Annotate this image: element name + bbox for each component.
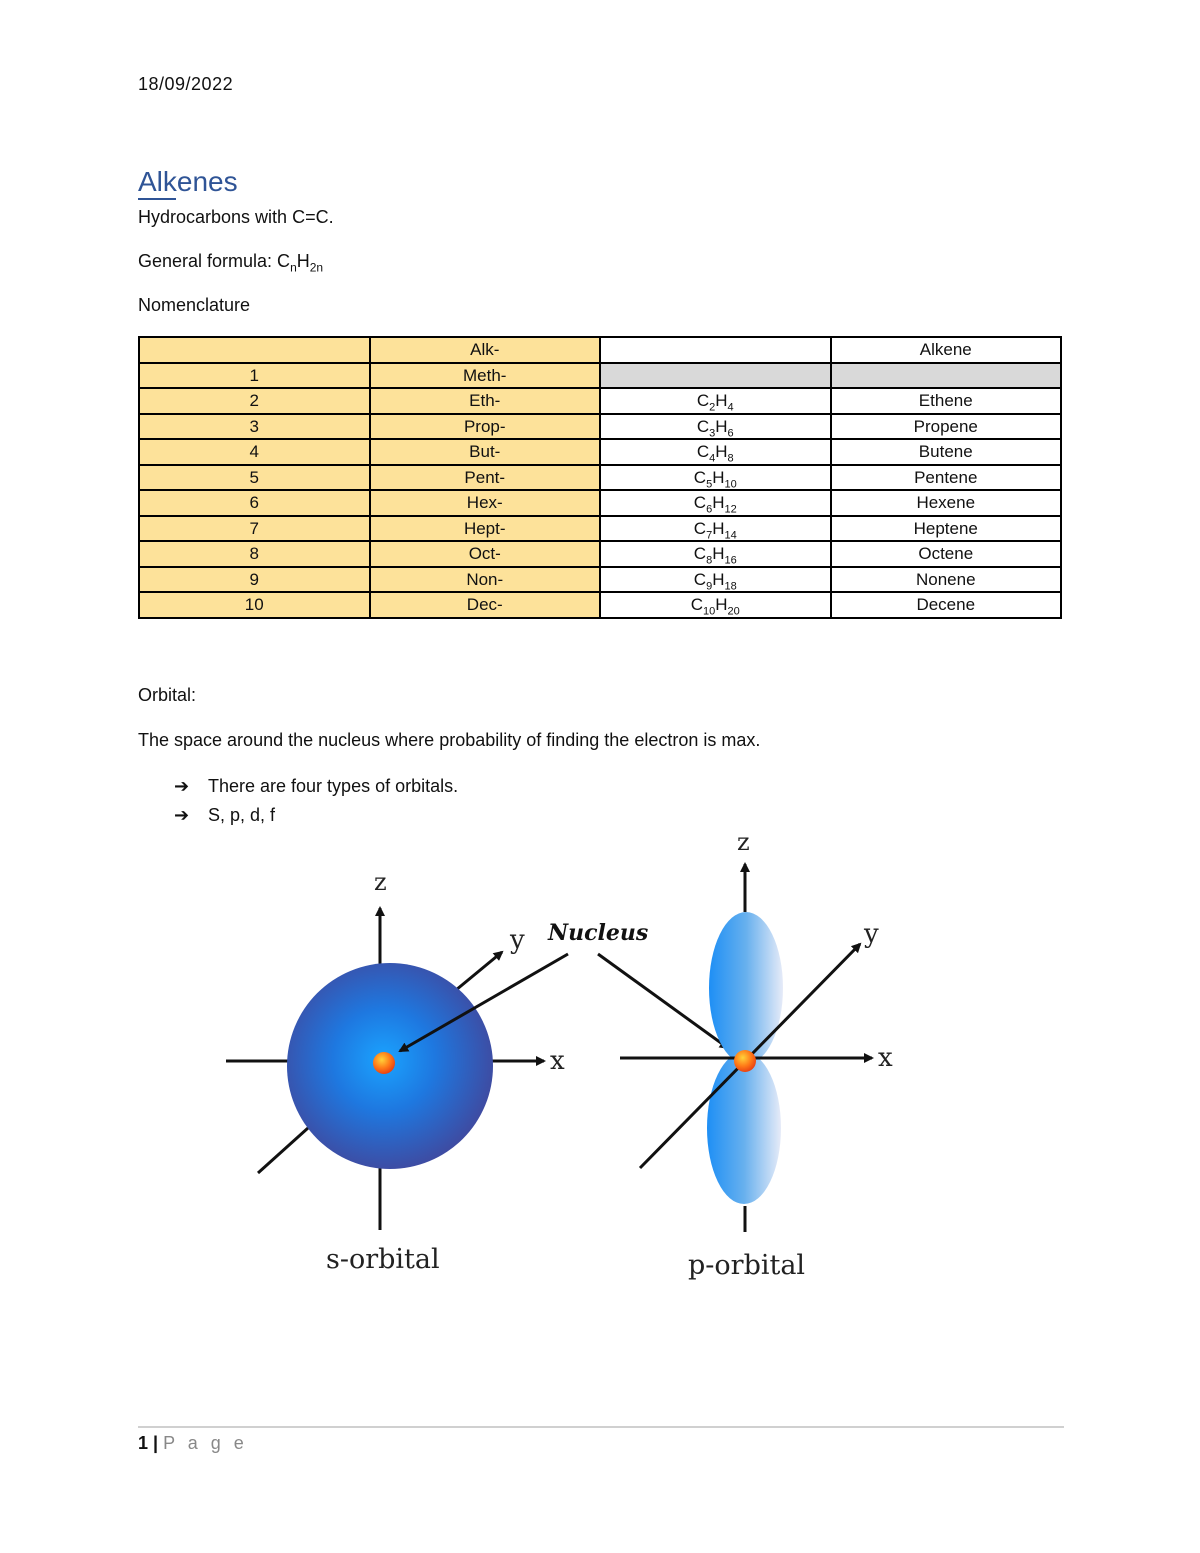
- cell-alkene-name: Pentene: [831, 465, 1062, 491]
- p-nucleus: [734, 1050, 756, 1072]
- formula-part: 7: [706, 529, 713, 541]
- table-row: [139, 363, 1061, 389]
- cell-alkene-name: Heptene: [831, 516, 1062, 542]
- formula-part: 6: [727, 427, 734, 439]
- formula-part: 2: [709, 401, 716, 414]
- cell-prefix: Hex-: [370, 490, 601, 516]
- formula-part: H: [712, 518, 725, 538]
- cell-formula: [600, 490, 831, 516]
- formula-part: 5: [706, 478, 713, 490]
- cell-carbon-count: 5: [139, 465, 370, 491]
- formula-part: 10: [703, 605, 716, 618]
- right-arrow-icon: ➔: [174, 805, 190, 825]
- footer-divider: [138, 1426, 1064, 1428]
- cell-carbon-count: 9: [139, 567, 370, 593]
- formula-part: H: [715, 595, 728, 615]
- cell-alkene-name: Hexene: [831, 490, 1062, 516]
- formula-part: C: [693, 467, 707, 487]
- formula-part: 18: [724, 580, 737, 592]
- p-y-label: y: [864, 919, 879, 949]
- p-x-label: x: [878, 1043, 893, 1073]
- right-arrow-icon: ➔: [174, 776, 190, 796]
- p-orbital: [620, 828, 893, 1281]
- formula-part: H: [712, 569, 725, 589]
- page-title: Alkenes: [138, 166, 238, 197]
- header-cell-prefix: Alk-: [370, 337, 601, 363]
- orbital-definition: The space around the nucleus where probability of finding the electron is max.: [138, 730, 761, 750]
- nucleus-pointer-p: [598, 954, 728, 1048]
- cell-prefix: Meth-: [370, 363, 601, 389]
- cell-prefix: But-: [370, 439, 601, 465]
- formula-part: H: [712, 467, 725, 487]
- list-item: ➔ S, p, d, f: [174, 805, 276, 825]
- cell-carbon-count: 8: [139, 541, 370, 567]
- s-z-label: z: [374, 868, 387, 896]
- s-orbital: [226, 868, 565, 1275]
- formula-part: 16: [724, 554, 737, 567]
- cell-alkene-name: Decene: [831, 592, 1062, 618]
- table-row: [139, 516, 1061, 542]
- table-row: [139, 592, 1061, 618]
- page-footer: [138, 1433, 248, 1454]
- cell-prefix: Oct-: [370, 541, 601, 567]
- cell-alkene-name: Propene: [831, 414, 1062, 440]
- cell-prefix: Non-: [370, 567, 601, 593]
- cell-formula: [600, 363, 831, 389]
- formula-part: C: [690, 595, 703, 615]
- header-cell-formula: [600, 337, 831, 363]
- table-row: [139, 439, 1061, 465]
- p-upper-lobe: [709, 912, 783, 1064]
- cell-prefix: Eth-: [370, 388, 601, 414]
- formula-part: C: [693, 544, 707, 564]
- formula-part: 12: [724, 503, 737, 516]
- cell-carbon-count: 2: [139, 388, 370, 414]
- p-lower-lobe: [707, 1052, 781, 1204]
- formula-part: H: [715, 442, 728, 462]
- title-underline: [138, 198, 176, 200]
- table-row: [139, 388, 1061, 414]
- formula-part: 9: [706, 580, 713, 592]
- header-cell-count: [139, 337, 370, 363]
- nomenclature-heading: Nomenclature: [138, 295, 251, 315]
- cell-alkene-name: Octene: [831, 541, 1062, 567]
- orbital-heading: Orbital:: [138, 685, 197, 705]
- p-orbital-label: p-orbital: [688, 1250, 806, 1281]
- formula-part: 4: [709, 452, 716, 465]
- cell-formula: [600, 439, 831, 465]
- page-number: 1: [138, 1433, 149, 1453]
- list-item: ➔ There are four types of orbitals.: [174, 776, 459, 796]
- table-row: [139, 567, 1061, 593]
- cell-prefix: Dec-: [370, 592, 601, 618]
- formula-part: H: [715, 416, 728, 436]
- table-row: [139, 414, 1061, 440]
- general-formula: General formula: $C_nH_{2n}$: [138, 251, 324, 275]
- formula-part: C: [696, 416, 710, 436]
- header-date: 18/09/2022: [138, 74, 234, 94]
- cell-formula: [600, 541, 831, 567]
- formula-part: H: [712, 544, 725, 564]
- orbital-bullets: [174, 772, 458, 830]
- p-z-label: z: [737, 828, 750, 856]
- cell-carbon-count: 6: [139, 490, 370, 516]
- formula-part: 10: [724, 478, 737, 490]
- cell-formula: [600, 465, 831, 491]
- s-nucleus: [373, 1052, 395, 1074]
- nomenclature-table: [138, 336, 1062, 619]
- cell-alkene-name: Ethene: [831, 388, 1062, 414]
- cell-prefix: Hept-: [370, 516, 601, 542]
- cell-carbon-count: 3: [139, 414, 370, 440]
- formula-part: 6: [706, 503, 713, 516]
- formula-part: H: [712, 493, 725, 513]
- nucleus-label: Nucleus: [548, 920, 649, 946]
- page-word: P a g e: [163, 1433, 248, 1453]
- cell-formula: [600, 414, 831, 440]
- s-y-axis-arrow: [456, 952, 502, 990]
- cell-formula: [600, 567, 831, 593]
- header-cell-alkene: Alkene: [831, 337, 1062, 363]
- cell-carbon-count: 10: [139, 592, 370, 618]
- footer-separator: |: [153, 1433, 159, 1453]
- formula-part: 14: [724, 529, 737, 541]
- s-y-label: y: [510, 925, 525, 955]
- cell-alkene-name: Nonene: [831, 567, 1062, 593]
- s-orbital-label: s-orbital: [326, 1244, 440, 1275]
- table-header-row: [139, 337, 1061, 363]
- cell-formula: [600, 592, 831, 618]
- cell-alkene-name: [831, 363, 1062, 389]
- formula-part: 8: [727, 452, 734, 465]
- formula-part: 3: [709, 427, 716, 439]
- cell-prefix: Prop-: [370, 414, 601, 440]
- orbital-diagram: [200, 826, 940, 1296]
- formula-part: C: [696, 442, 710, 462]
- formula-part: C: [693, 569, 707, 589]
- formula-part: 20: [727, 605, 740, 618]
- cell-prefix: Pent-: [370, 465, 601, 491]
- formula-part: 4: [727, 401, 734, 414]
- cell-carbon-count: 1: [139, 363, 370, 389]
- formula-part: H: [715, 391, 728, 411]
- intro-line: Hydrocarbons with C=C.: [138, 207, 334, 227]
- formula-part: 8: [706, 554, 713, 567]
- cell-formula: [600, 516, 831, 542]
- cell-carbon-count: 7: [139, 516, 370, 542]
- table-row: [139, 465, 1061, 491]
- formula-part: C: [693, 518, 707, 538]
- s-x-label: x: [550, 1046, 565, 1076]
- table-row: [139, 490, 1061, 516]
- cell-alkene-name: Butene: [831, 439, 1062, 465]
- cell-formula: [600, 388, 831, 414]
- formula-part: C: [693, 493, 707, 513]
- table-row: [139, 541, 1061, 567]
- formula-part: C: [696, 391, 710, 411]
- cell-carbon-count: 4: [139, 439, 370, 465]
